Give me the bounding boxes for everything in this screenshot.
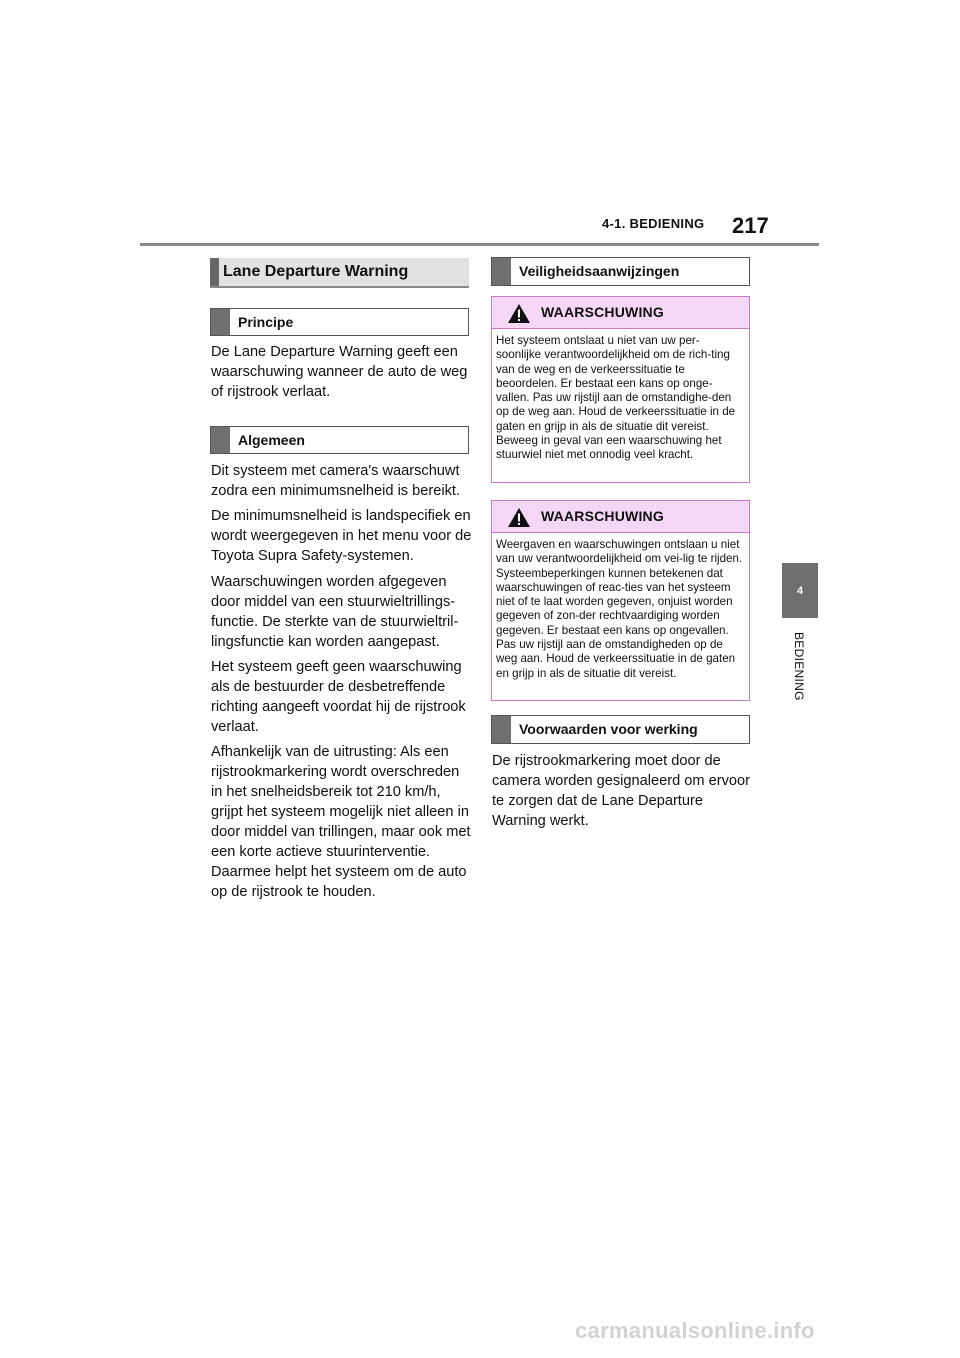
page-number: 217 (732, 213, 769, 238)
heading-algemeen (210, 426, 469, 454)
warning-box (491, 500, 750, 701)
paragraph: De rijstrookmarkering moet door de camera worden gesignaleerd om ervoor te zorgen dat de Lane Departure Warning werkt. (492, 753, 750, 829)
warning-header (492, 297, 749, 329)
watermark: carmanualsonline.info (575, 1318, 815, 1343)
heading-bar (210, 258, 219, 286)
chapter-label-text: BEDIENING (792, 632, 806, 701)
paragraph: Waarschuwingen worden afgegeven door middel van een stuurwieltrillings-functie. De sterkte van de stuurwieltril-lingsfunctie kan worden aangepast. (211, 574, 459, 650)
heading-lane-departure-warning (210, 258, 469, 288)
warning-text: Het systeem ontslaat u niet van uw per-soonlijke verantwoordelijkheid om de rich-ting van de weg en de verkeerssituatie te beoordelen. Er bestaat een kans op onge-vallen. Pas uw rijstijl aan de omstandighe-den op de weg aan. Houd de verkeerssituatie in de gaten en grijp in als de situatie dit vereist. Beweeg in geval van een waarschuwing het stuurwiel niet met onnodig veel kracht. (496, 334, 736, 462)
chapter-label (788, 632, 808, 722)
paragraph: Het systeem geeft geen waarschuwing als de bestuurder de desbetreffende richting aangeeft voordat hij de rijstrook verlaat. (211, 659, 466, 735)
heading-bar (211, 309, 230, 335)
chapter-tab: 4 (782, 563, 818, 618)
heading-text: Veiligheidsaanwijzingen (519, 263, 680, 279)
warning-header (492, 501, 749, 533)
warning-title: WAARSCHUWING (541, 304, 664, 320)
heading-voorwaarden (491, 715, 750, 744)
warning-box (491, 296, 750, 483)
warning-text: Weergaven en waarschuwingen ontslaan u niet van uw verantwoordelijkheid om vei-lig te rijden. Systeembeperkingen kunnen betekenen dat waarschuwingen of reac-ties van het systeem niet of te laat worden gegeven, onjuist worden gegeven of zon-der rechtvaardiging worden gegeven. Er bestaat een kans op ongevallen. Pas uw rijstijl aan de omstandigheden op de weg aan. Houd de verkeerssituatie in de gaten en grijp in als de situatie dit vereist. (496, 538, 743, 680)
heading-bar (492, 258, 511, 285)
paragraph: Afhankelijk van de uitrusting: Als een rijstrookmarkering wordt overschreden in het snelheidsbereik tot 210 km/h, grijpt het systeem mogelijk niet alleen in door middel van trillingen, maar ook met een korte actieve stuurinterventie. Daarmee helpt het systeem om de auto op de rijstrook te houden. (211, 744, 471, 900)
paragraph: De Lane Departure Warning geeft een waarschuwing wanneer de auto de weg of rijstrook verlaat. (211, 344, 468, 400)
heading-veiligheidsaanwijzingen (491, 257, 750, 286)
heading-bar (492, 716, 511, 743)
heading-bar (211, 427, 230, 453)
heading-principe (210, 308, 469, 336)
warning-title: WAARSCHUWING (541, 508, 664, 524)
heading-text: Voorwaarden voor werking (519, 721, 698, 737)
section-title: 4-1. BEDIENING (602, 216, 705, 231)
heading-text: Algemeen (238, 432, 305, 448)
paragraph: De minimumsnelheid is landspecifiek en wordt weergegeven in het menu voor de Toyota Supra Safety-systemen. (211, 508, 472, 564)
header-rule (140, 243, 819, 246)
warning-triangle-icon (508, 304, 530, 323)
warning-triangle-icon (508, 508, 530, 527)
paragraph: Dit systeem met camera's waarschuwt zodra een minimumsnelheid is bereikt. (211, 463, 461, 499)
heading-text: Lane Departure Warning (223, 263, 409, 280)
heading-text: Principe (238, 314, 294, 330)
